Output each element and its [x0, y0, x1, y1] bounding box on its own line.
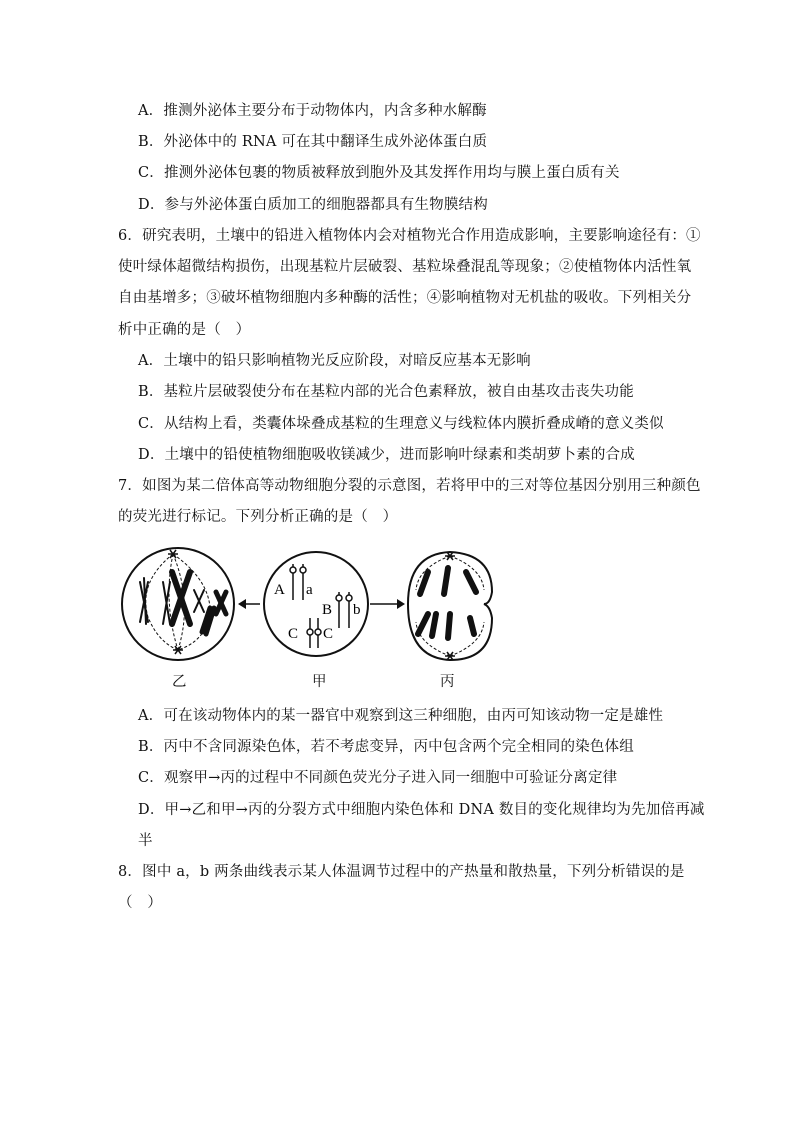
arrow-to-bing — [370, 599, 405, 609]
cell-bing — [408, 552, 492, 660]
q8-stem-line-1: 8．图中 a，b 两条曲线表示某人体温调节过程中的产热量和散热量，下列分析错误的是 — [118, 864, 685, 880]
q7-option-b: B．丙中不含同源染色体，若不考虑变异，丙中包含两个完全相同的染色体组 — [138, 739, 634, 755]
q5-option-c: C．推测外泌体包裹的物质被释放到胞外及其发挥作用均与膜上蛋白质有关 — [138, 165, 620, 181]
q5-option-b: B．外泌体中的 RNA 可在其中翻译生成外泌体蛋白质 — [138, 134, 488, 150]
cell-yi — [122, 548, 234, 660]
q7-option-d: D．甲→乙和甲→丙的分裂方式中细胞内染色体和 DNA 数目的变化规律均为先加倍再减 — [138, 802, 705, 818]
caption-yi: 乙 — [172, 674, 187, 690]
q6-option-a: A．土壤中的铅只影响植物光反应阶段，对暗反应基本无影响 — [138, 353, 531, 369]
q6-stem-line-3: 自由基增多；③破坏植物细胞内多种酶的活性；④影响植物对无机盐的吸收。下列相关分 — [118, 290, 692, 306]
q5-option-d: D．参与外泌体蛋白质加工的细胞器都具有生物膜结构 — [138, 197, 488, 213]
q7-stem-line-2: 的荧光进行标记。下列分析正确的是（ ） — [118, 509, 398, 525]
gene-label-C-right: C — [323, 626, 334, 642]
gene-label-b: b — [353, 602, 361, 618]
q6-option-c: C．从结构上看，类囊体垛叠成基粒的生理意义与线粒体内膜折叠成嵴的意义类似 — [138, 416, 664, 432]
gene-label-A: A — [274, 582, 285, 598]
q6-stem-line-2: 使叶绿体超微结构损伤，出现基粒片层破裂、基粒垛叠混乱等现象；②使植物体内活性氧 — [118, 259, 692, 275]
caption-bing: 丙 — [440, 674, 455, 690]
q5-option-a: A．推测外泌体主要分布于动物体内，内含多种水解酶 — [138, 103, 487, 119]
q6-option-d: D．土壤中的铅使植物细胞吸收镁减少，进而影响叶绿素和类胡萝卜素的合成 — [138, 447, 635, 463]
cell-jia — [264, 552, 368, 656]
gene-label-C-left: C — [288, 626, 299, 642]
q7-option-a: A．可在该动物体内的某一器官中观察到这三种细胞，由丙可知该动物一定是雄性 — [138, 708, 664, 724]
q6-option-b: B．基粒片层破裂使分布在基粒内部的光合色素释放，被自由基攻击丧失功能 — [138, 384, 634, 400]
gene-label-B: B — [322, 602, 333, 618]
q6-stem-line-4: 析中正确的是（ ） — [118, 322, 251, 338]
q7-option-c: C．观察甲→丙的过程中不同颜色荧光分子进入同一细胞中可验证分离定律 — [138, 770, 618, 786]
gene-label-a: a — [306, 582, 313, 598]
q7-stem-line-1: 7．如图为某二倍体高等动物细胞分裂的示意图，若将甲中的三对等位基因分别用三种颜色 — [118, 478, 701, 494]
q7-option-d-continued: 半 — [138, 833, 153, 849]
arrow-to-yi — [238, 599, 260, 609]
q6-stem-line-1: 6．研究表明，土壤中的铅进入植物体内会对植物光合作用造成影响，主要影响途径有：① — [118, 228, 701, 244]
cell-division-figure — [118, 542, 503, 692]
q8-stem-line-2: （ ） — [118, 895, 163, 911]
caption-jia: 甲 — [312, 674, 327, 690]
